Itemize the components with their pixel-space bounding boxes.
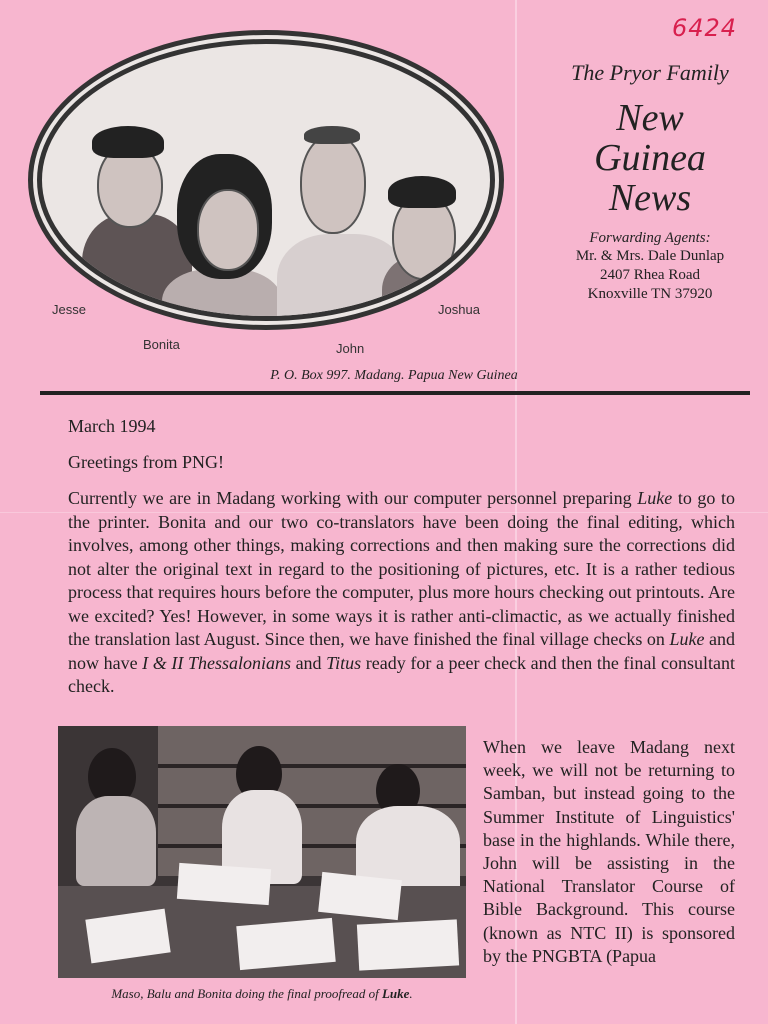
mailing-address: P. O. Box 997. Madang. Papua New Guinea — [270, 368, 518, 383]
title-line-2: Guinea — [594, 137, 706, 179]
para-text-2: to go to the printer. Bonita and our two co-translators have been doing the final editing, which involves, among other things, making corrections and then making sure the corrections did not alter the original text in regard to the positioning of pictures, etc. It is a rather tedious process that requires hours before the computer, plus more hours checking out printouts. Are we excited? Yes! However, in some ways it is rather anti-climactic, as we actually finished the translation last August. Since then, we have finished the final village checks on — [68, 488, 735, 649]
title-line-1: New — [616, 97, 684, 139]
family-photo — [28, 30, 504, 330]
family-name: The Pryor Family — [571, 60, 729, 85]
caption-joshua: Joshua — [438, 302, 480, 317]
header-divider — [40, 391, 750, 395]
letter-greeting: Greetings from PNG! — [68, 452, 224, 472]
para-book-titus: Titus — [326, 652, 362, 673]
masthead — [545, 60, 755, 304]
para-book-luke: Luke — [637, 488, 673, 508]
letter-date: March 1994 — [68, 416, 156, 436]
letter-paragraph — [68, 487, 735, 699]
para-text-3: and now have — [68, 629, 735, 673]
newsletter-title — [545, 98, 755, 218]
proofreading-photo — [58, 726, 466, 978]
title-line-3: News — [608, 177, 692, 219]
para-text-1: Currently we are in Madang working with our computer personnel preparing — [68, 488, 638, 508]
caption-bonita: Bonita — [143, 337, 180, 352]
agents-street: 2407 Rhea Road — [600, 267, 700, 283]
para-text-5: ready for a peer check and then the final consultant check. — [68, 652, 735, 696]
para-text-4: and — [290, 652, 327, 673]
caption-jesse: Jesse — [52, 302, 86, 317]
agents-city: Knoxville TN 37920 — [587, 286, 713, 302]
agents-name: Mr. & Mrs. Dale Dunlap — [575, 248, 725, 264]
caption-john: John — [336, 341, 365, 356]
photo-caption: Maso, Balu and Bonita doing the final proofread of Luke. — [111, 986, 413, 1001]
caption-book-luke: Luke — [381, 986, 410, 1001]
agents-label: Forwarding Agents: — [589, 230, 711, 246]
para-book-luke-2: Luke — [669, 629, 705, 649]
letter-column-2: When we leave Madang next week, we will not be returning to Samban, but instead going to the Summer Institute of Linguistics' base in the highlands. While there, John will be assisting in the National Translator Course of Bible Background. This course (known as NTC II) is sponsored by the PNGBTA (Papua — [483, 737, 735, 966]
handwritten-number: 6424 — [672, 14, 738, 42]
para-book-thessalonians: I & II Thessalonians — [142, 652, 291, 673]
